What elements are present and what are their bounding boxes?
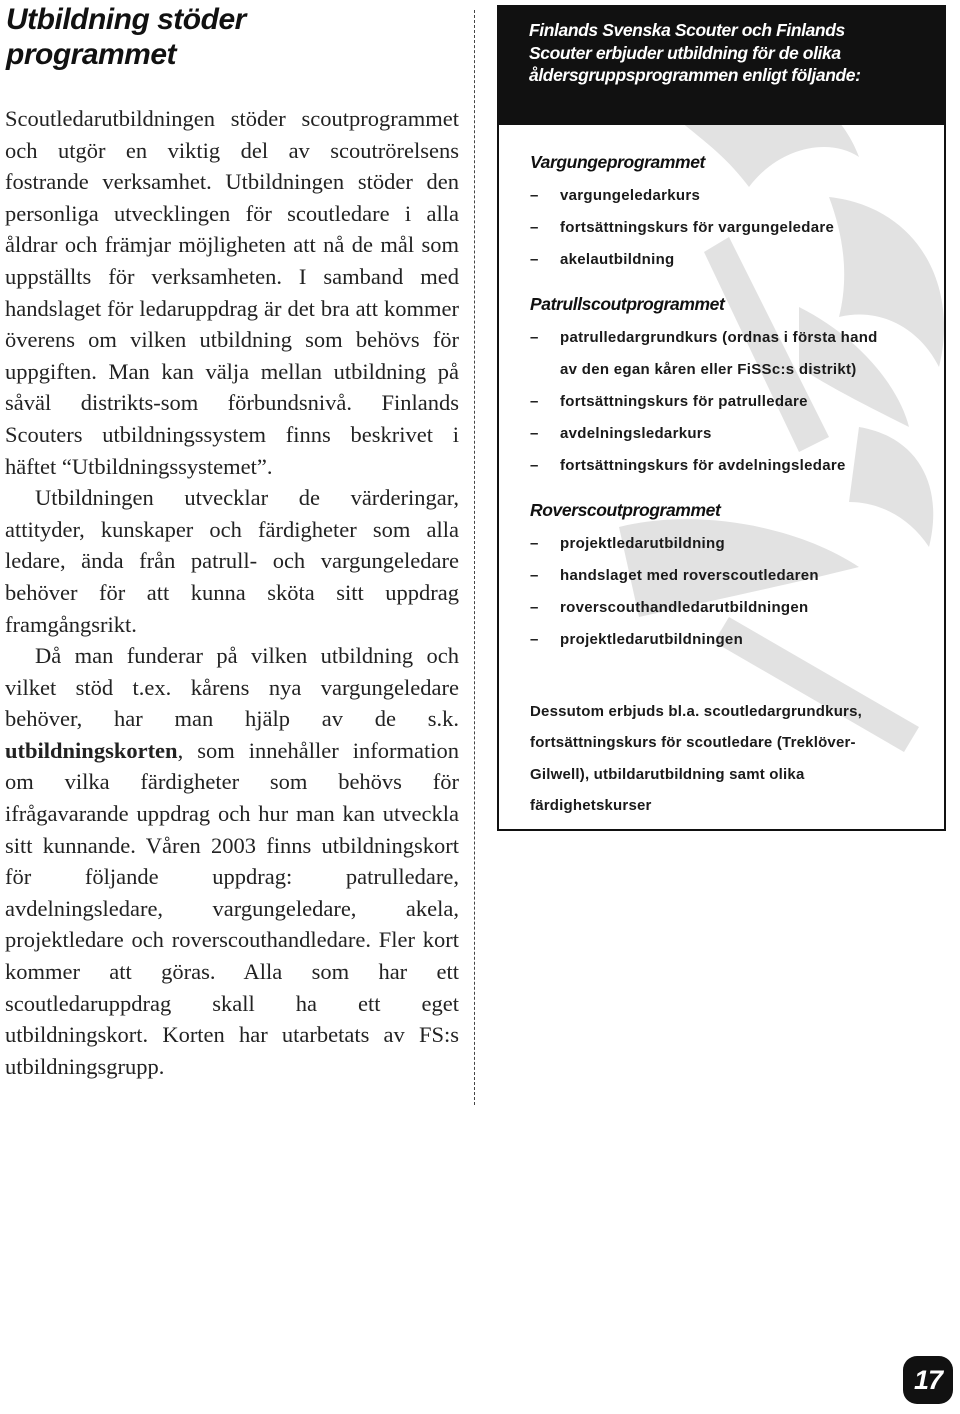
dash-bullet: –: [530, 630, 539, 648]
list-item: [530, 418, 944, 450]
course-list-patrullscout: [530, 322, 944, 481]
body-paragraph-3-end: , som innehåller information om vilka färdigheter som behövs för ifrågavarande uppdrag och hur man kan utveckla sitt kunnande. Våren 2003 finns utbildningskort för följande uppdrag: patrulledare, avdelningsledare, vargungeledare, akela, projektledare och roverscouthandledare. Fler kort kommer att göras. Alla som har ett scoutledaruppdrag skall ha ett eget utbildningskort. Korten har utarbetats av FS:s utbildningsgrupp.: [5, 737, 459, 1079]
section-title-vargunge: Vargungeprogrammet: [530, 152, 705, 172]
additional-note-line-2: fortsättningskurs för scoutledare (Treklöver-: [530, 734, 856, 752]
list-item-text: vargungeledarkurs: [560, 187, 701, 204]
body-paragraph-2: Utbildningen utvecklar de värderingar, attityder, kunskaper och färdigheter som alla ledare, ända från patrull- och vargungeledare behöver för att kunna sköta sitt uppdrag framgångsrikt.: [5, 485, 459, 637]
course-list-vargunge: [530, 180, 944, 275]
box-content: [499, 125, 944, 822]
course-list-roverscout: [530, 528, 944, 655]
list-item: [530, 592, 944, 624]
list-item: [530, 322, 944, 386]
page-number-badge: 17: [903, 1356, 953, 1404]
box-header-line-3: åldersgruppsprogrammen enligt följande:: [529, 65, 861, 85]
list-item-text: handslaget med roverscoutledaren: [560, 567, 819, 585]
additional-note-line-1: Dessutom erbjuds bl.a. scoutledargrundkurs,: [530, 702, 863, 720]
additional-courses-note: [530, 696, 920, 822]
page-title-line-2: programmet: [6, 38, 177, 71]
dash-bullet: –: [530, 187, 539, 204]
dash-bullet: –: [530, 329, 539, 347]
list-item: [530, 624, 944, 656]
page-title: [6, 2, 446, 72]
body-paragraph-3: [5, 640, 459, 1082]
dash-bullet: –: [530, 456, 539, 474]
box-header: [499, 7, 944, 125]
dash-bullet: –: [530, 392, 539, 410]
list-item-text: roverscouthandledarutbildningen: [560, 598, 809, 616]
list-item-text: patrulledargrundkurs (ordnas i första hand: [560, 329, 878, 347]
list-item-continuation: av den egan kåren eller FiSSc:s distrikt): [560, 361, 857, 379]
dash-bullet: –: [530, 567, 539, 585]
section-roverscout: [530, 498, 944, 655]
section-vargunge: [530, 150, 944, 275]
additional-note-line-3: Gilwell), utbildarutbildning samt olika: [530, 765, 805, 783]
box-header-line-1: Finlands Svenska Scouter och Finlands: [529, 20, 845, 40]
section-title-roverscout: Roverscoutprogrammet: [530, 500, 721, 521]
list-item: [530, 180, 944, 212]
dash-bullet: –: [530, 598, 539, 616]
dash-bullet: –: [530, 535, 539, 553]
additional-note-line-4: färdighetskurser: [530, 797, 652, 815]
box-header-line-2: Scouter erbjuder utbildning för de olika: [529, 42, 841, 63]
body-paragraph-1: Scoutledarutbildningen stöder scoutprogrammet och utgör en viktig del av scoutrörelsens fostrande verksamhet. Utbildningen stöder den personliga utvecklingen för scoutledare i alla åldrar och främjar möjligheten att nå de mål som uppställts för verksamheten. I samband med handslaget för ledaruppdrag är det bra att kommer överens om vilken utbildning som behövs för uppgiften. Man kan välja mellan utbildning på såväl distrikts-som förbundsnivå. Finlands Scouters utbildningssystem finns beskrivet i häftet “Utbildningssystemet”.: [5, 106, 459, 479]
list-item-text: projektledarutbildningen: [560, 630, 744, 648]
body-text: [5, 103, 459, 1082]
section-patrullscout: [530, 292, 944, 481]
column-cut-line: [474, 10, 475, 1105]
list-item: [530, 386, 944, 418]
list-item: [530, 244, 944, 276]
dash-bullet: –: [530, 218, 539, 236]
body-paragraph-3-bold-term: utbildningskorten: [5, 737, 178, 763]
body-paragraph-3-start: Då man funderar på vilken utbildning och vilket stöd t.ex. kårens nya vargungeledare behöver, har man hjälp av de s.k.: [5, 643, 459, 732]
page-title-line-1: Utbildning stöder: [6, 3, 246, 36]
list-item-text: fortsättningskurs för avdelningsledare: [560, 456, 846, 474]
list-item-text: fortsättningskurs för vargungeledare: [560, 218, 835, 236]
dash-bullet: –: [530, 424, 539, 442]
section-title-patrullscout: Patrullscoutprogrammet: [530, 294, 725, 315]
list-item-text: projektledarutbildning: [560, 535, 725, 553]
training-overview-box: [497, 5, 946, 831]
list-item-text: fortsättningskurs för patrulledare: [560, 392, 808, 410]
dash-bullet: –: [530, 250, 539, 268]
list-item-text: avdelningsledarkurs: [560, 424, 712, 442]
list-item: [530, 528, 944, 560]
list-item-text: akelautbildning: [560, 250, 675, 268]
list-item: [530, 450, 944, 482]
list-item: [530, 212, 944, 244]
list-item: [530, 560, 944, 592]
